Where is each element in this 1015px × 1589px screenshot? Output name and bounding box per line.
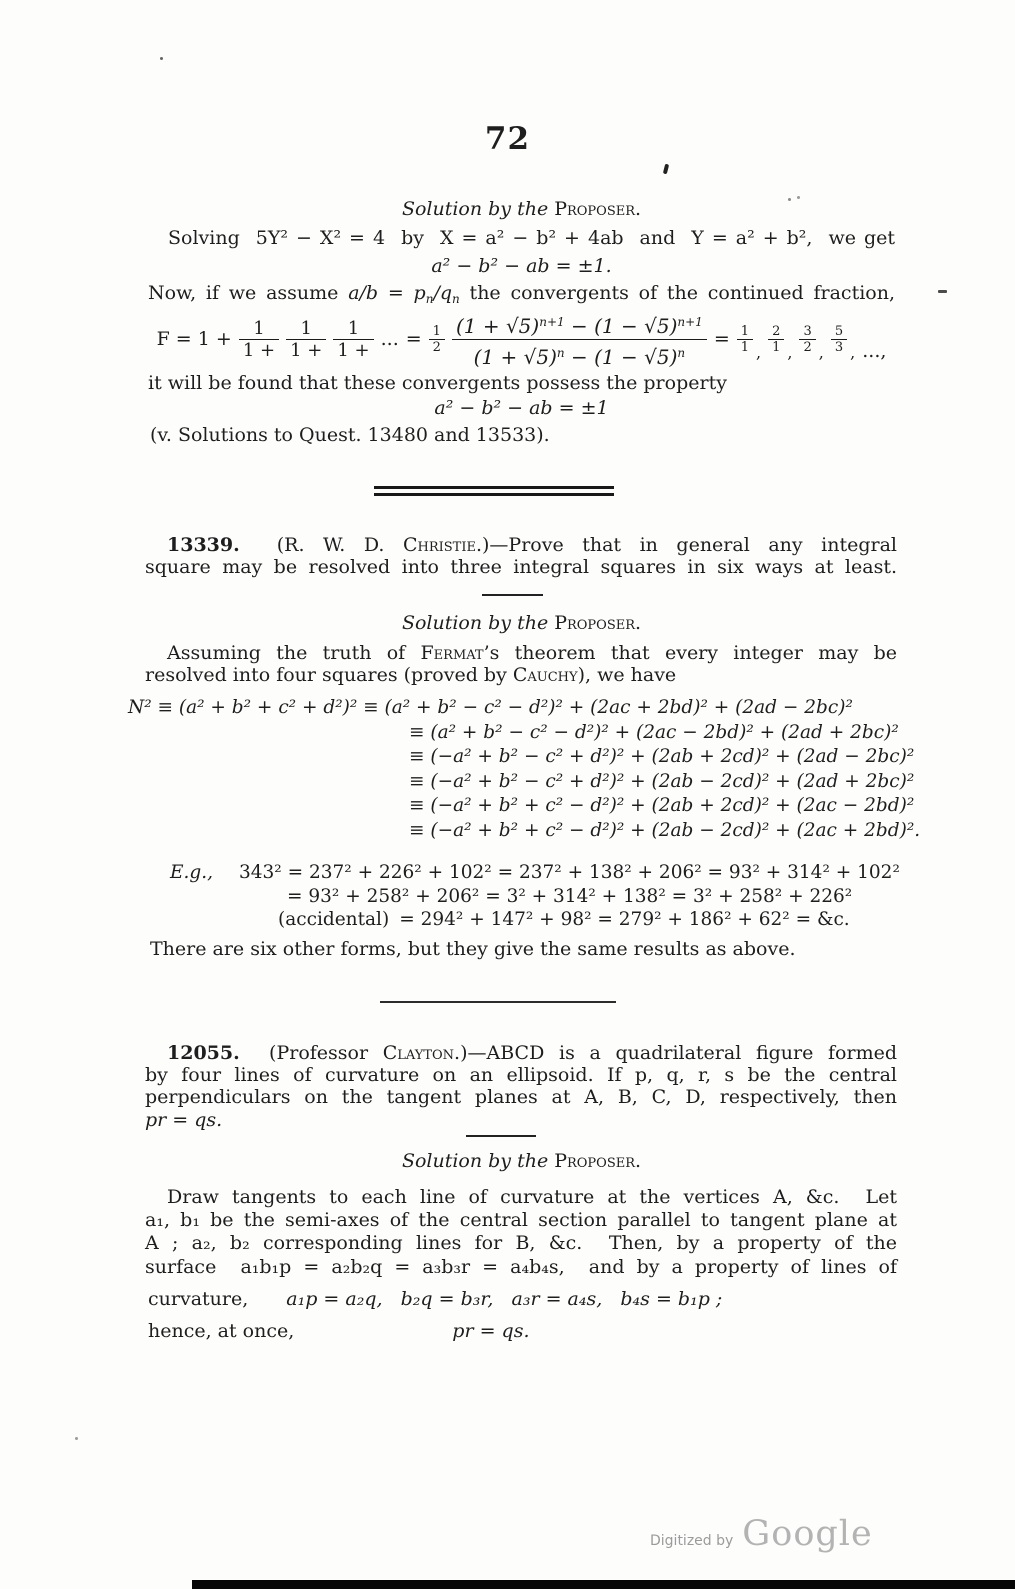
- section-divider-rule: [380, 1001, 616, 1003]
- property-intro-line: it will be found that these convergents possess the property: [148, 372, 727, 394]
- digitized-by-label: Digitized by: [650, 1533, 734, 1549]
- solution-heading: [148, 1150, 895, 1172]
- accidental-label: (accidental): [278, 909, 390, 930]
- comma: ,: [850, 343, 856, 362]
- body-text: ), we have: [577, 664, 677, 687]
- body-text: resolved into four squares (proved by: [145, 664, 513, 687]
- hence-line: [148, 1320, 530, 1342]
- solution-13339-paragraph: [145, 642, 897, 686]
- solving-line: Solving 5Y² − X² = 4 by X = a² − b² + 4ab and Y = a² + b², we get: [168, 227, 895, 249]
- solution-heading-proposer: Proposer.: [554, 198, 642, 220]
- scan-speck: [938, 290, 947, 293]
- cauchy-name: Cauchy: [512, 664, 578, 687]
- body-text: Assuming the truth of: [167, 642, 421, 664]
- question-text: square may be resolved into three integral squares in six ways at least.: [145, 556, 897, 579]
- solution-heading-italic: Solution by the: [401, 1150, 549, 1172]
- body-text: ’s theorem that every integer may be: [483, 642, 898, 664]
- page-number: 72: [484, 121, 531, 157]
- fermat-name: Fermat: [420, 642, 484, 664]
- cf-fraction: $\frac{1}{1 +}$: [286, 319, 326, 360]
- reference-line: (v. Solutions to Quest. 13480 and 13533).: [150, 424, 550, 446]
- cf-fraction: $\frac{1}{1 +}$: [239, 319, 279, 360]
- google-watermark: [650, 1514, 873, 1554]
- equation-property-2: a² − b² − ab = ±1: [434, 397, 609, 419]
- binet-fraction: $\frac{(1 + √5)^{n+1} - (1 - √5)^{n+1}}{(1 + √5)^n - (1 - √5)^n}$: [452, 310, 707, 369]
- comma: ,: [818, 343, 824, 362]
- formula-equals: =: [713, 328, 730, 350]
- identity-line: N² ≡ (a² + b² + c² + d²)² ≡ (a² + b² − c² − d²)² + (2ac + 2bd)² + (2ad − 2bc)²: [128, 697, 853, 718]
- comma: ,: [756, 343, 762, 362]
- assume-subscript: n: [452, 292, 460, 306]
- convergent-fraction: $\frac{3}{2}$: [799, 325, 815, 354]
- short-rule: [466, 1135, 536, 1137]
- body-text: A ; a₂, b₂ corresponding lines for B, &c. Then, by a property of the: [145, 1232, 897, 1255]
- equation-property-1: a² − b² − ab = ±1.: [431, 255, 612, 277]
- assume-subscript: n: [425, 292, 434, 306]
- body-text: Draw tangents to each line of curvature at the vertices A, &c. Let: [167, 1186, 897, 1208]
- assume-math: a/b = p: [348, 282, 426, 304]
- question-13339: [145, 534, 897, 578]
- identity-line: ≡ (−a² + b² + c² − d²)² + (2ab + 2cd)² + (2ac − 2bd)²: [409, 795, 915, 817]
- question-author: Christie.): [402, 534, 490, 556]
- solution-heading-proposer: Proposer.: [554, 1150, 642, 1172]
- question-text: by four lines of curvature on an ellipsoid. If p, q, r, s be the central: [145, 1064, 897, 1087]
- body-text: surface a₁b₁p = a₂b₂q = a₃b₃r = a₄b₄s, and by a property of lines of: [145, 1255, 897, 1278]
- convergent-fraction: $\frac{5}{3}$: [831, 325, 847, 354]
- comma: ,: [787, 343, 793, 362]
- identity-line: ≡ (−a² + b² + c² − d²)² + (2ab − 2cd)² + (2ac + 2bd)².: [409, 819, 921, 841]
- solution-heading: [148, 612, 895, 634]
- identity-line: ≡ (−a² + b² − c² + d²)² + (2ab + 2cd)² + (2ad − 2bc)²: [409, 746, 915, 768]
- continued-fraction-formula: [148, 306, 895, 372]
- question-conclusion: pr = qs.: [145, 1108, 223, 1131]
- identity-line: ≡ (a² + b² − c² − d²)² + (2ac − 2bd)² + (2ad + 2bc)²: [409, 721, 899, 743]
- six-other-forms-line: There are six other forms, but they give the same results as above.: [150, 938, 796, 960]
- assume-text: the convergents of the continued fraction,: [459, 282, 895, 304]
- question-text: —Prove that in general any integral: [489, 534, 897, 556]
- question-12055: [145, 1042, 897, 1131]
- assume-math: /q: [433, 282, 453, 304]
- formula-tail-ellipsis: ...,: [862, 340, 887, 362]
- identity-line: ≡ (−a² + b² − c² + d²)² + (2ab − 2cd)² + (2ad + 2bc)²: [409, 770, 915, 792]
- square-identity-block: [128, 696, 920, 844]
- example-line-2: = 93² + 258² + 206² = 3² + 314² + 138² = 3² + 258² + 226²: [287, 886, 853, 907]
- scan-speck: [663, 164, 669, 175]
- formula-lhs: F = 1 +: [156, 328, 232, 350]
- short-rule: [482, 594, 543, 596]
- scan-speck: [75, 1437, 78, 1440]
- scan-speck: [160, 57, 163, 60]
- solution-heading-italic: Solution by the: [401, 612, 549, 634]
- solution-heading: [148, 198, 895, 220]
- google-logo: Google: [742, 1514, 873, 1554]
- half-fraction: $\frac{1}{2}$: [429, 325, 445, 354]
- question-number: 12055.: [167, 1042, 240, 1064]
- convergent-fraction: $\frac{1}{1}$: [737, 325, 753, 354]
- convergent-fraction: $\frac{2}{1}$: [768, 325, 784, 354]
- question-author: Clayton.): [382, 1042, 468, 1064]
- example-line-3: [278, 909, 850, 931]
- question-author-pre: (Professor: [239, 1042, 383, 1064]
- question-number: 13339.: [167, 534, 240, 556]
- assume-text: Now, if we assume: [148, 282, 349, 304]
- hence-label: hence, at once,: [148, 1320, 295, 1342]
- curvature-equations: a₁p = a₂q, b₂q = b₃r, a₃r = a₄s, b₄s = b₁p ;: [286, 1288, 723, 1310]
- body-text: a₁, b₁ be the semi-axes of the central section parallel to tangent plane at: [145, 1209, 897, 1232]
- formula-equals: =: [405, 328, 422, 350]
- example-equation: = 294² + 147² + 98² = 279² + 186² + 62² = &c.: [399, 909, 850, 930]
- solution-heading-italic: Solution by the: [401, 198, 549, 220]
- curvature-label: curvature,: [148, 1288, 249, 1310]
- example-line-1: [170, 862, 900, 884]
- solution-heading-proposer: Proposer.: [554, 612, 642, 634]
- eg-label: E.g.,: [170, 862, 213, 883]
- question-author-pre: (R. W. D.: [239, 534, 403, 556]
- example-equation: 343² = 237² + 226² + 102² = 237² + 138² + 206² = 93² + 314² + 102²: [239, 862, 900, 883]
- conclusion-equation: pr = qs.: [452, 1320, 530, 1342]
- section-divider-double-rule: [374, 486, 614, 496]
- curvature-line: [148, 1288, 722, 1310]
- question-text: —ABCD is a quadrilateral figure formed: [467, 1042, 897, 1064]
- question-text: perpendiculars on the tangent planes at A, B, C, D, respectively, then: [145, 1086, 897, 1109]
- solution-12055-paragraph: [145, 1186, 897, 1279]
- scan-edge-artifact: [192, 1580, 1015, 1589]
- formula-ellipsis: ...: [380, 328, 399, 350]
- cf-fraction: $\frac{1}{1 +}$: [333, 319, 373, 360]
